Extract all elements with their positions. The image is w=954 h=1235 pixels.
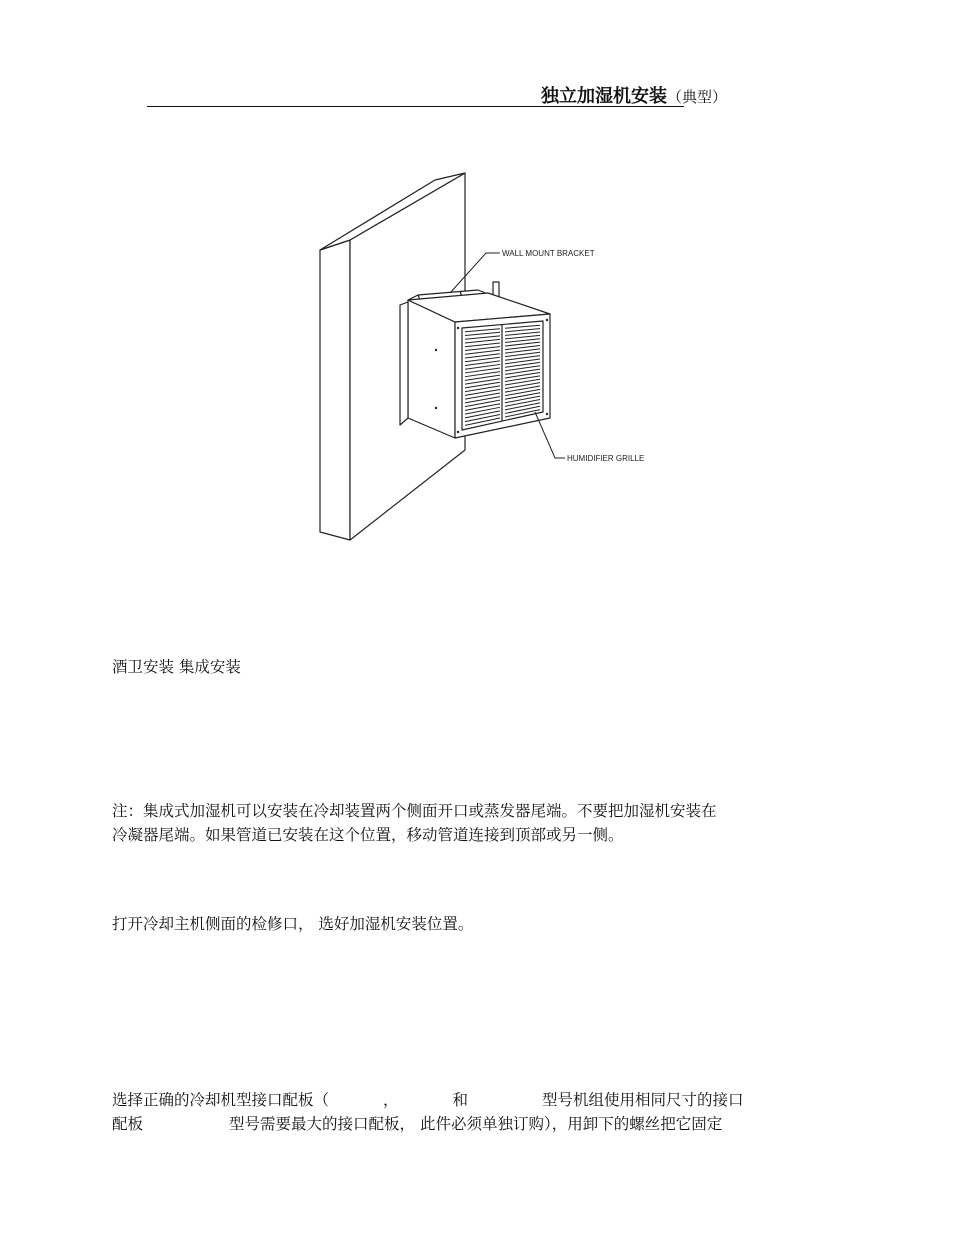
page-title-main: 独立加湿机安装 [541, 86, 667, 107]
note-line-1: 注：集成式加湿机可以安装在冷却装置两个侧面开口或蒸发器尾端。不要把加湿机安装在 [112, 802, 717, 820]
page-title-sub: （典型） [667, 88, 728, 106]
step-select-text-f: 型号需要最大的接口配板， 此件必须单独订购），用卸下的螺丝把它固定 [229, 1115, 723, 1133]
note-line-2: 冷凝器尾端。如果管道已安装在这个位置，移动管道连接到顶部或另一侧。 [112, 826, 624, 844]
step-select-text-e: 配板 [112, 1115, 144, 1133]
callout-wall-mount-bracket: WALL MOUNT BRACKET [502, 249, 595, 258]
callout-humidifier-grille: HUMIDIFIER GRILLE [567, 454, 645, 463]
page-title [541, 86, 727, 108]
humidifier-housing-back [400, 302, 408, 425]
step-select-line-2 [112, 1112, 722, 1136]
step-select-text-d: 型号机组使用相同尺寸的接口 [542, 1091, 744, 1109]
wall-front-face [320, 240, 350, 540]
humidifier-installation-figure [300, 150, 660, 550]
step-open-access: 打开冷却主机侧面的检修口， 选好加湿机安装位置。 [112, 915, 474, 933]
step-select-text-a: 选择正确的冷却机型接口配板（ [112, 1091, 330, 1109]
step-select-text-b: ， [383, 1091, 399, 1109]
step-select-text-c: 和 [452, 1091, 469, 1109]
install-types-line: 酒卫安装 集成安装 [112, 658, 241, 676]
step-select-line-1 [112, 1088, 744, 1112]
humidifier-housing-left [408, 300, 455, 438]
